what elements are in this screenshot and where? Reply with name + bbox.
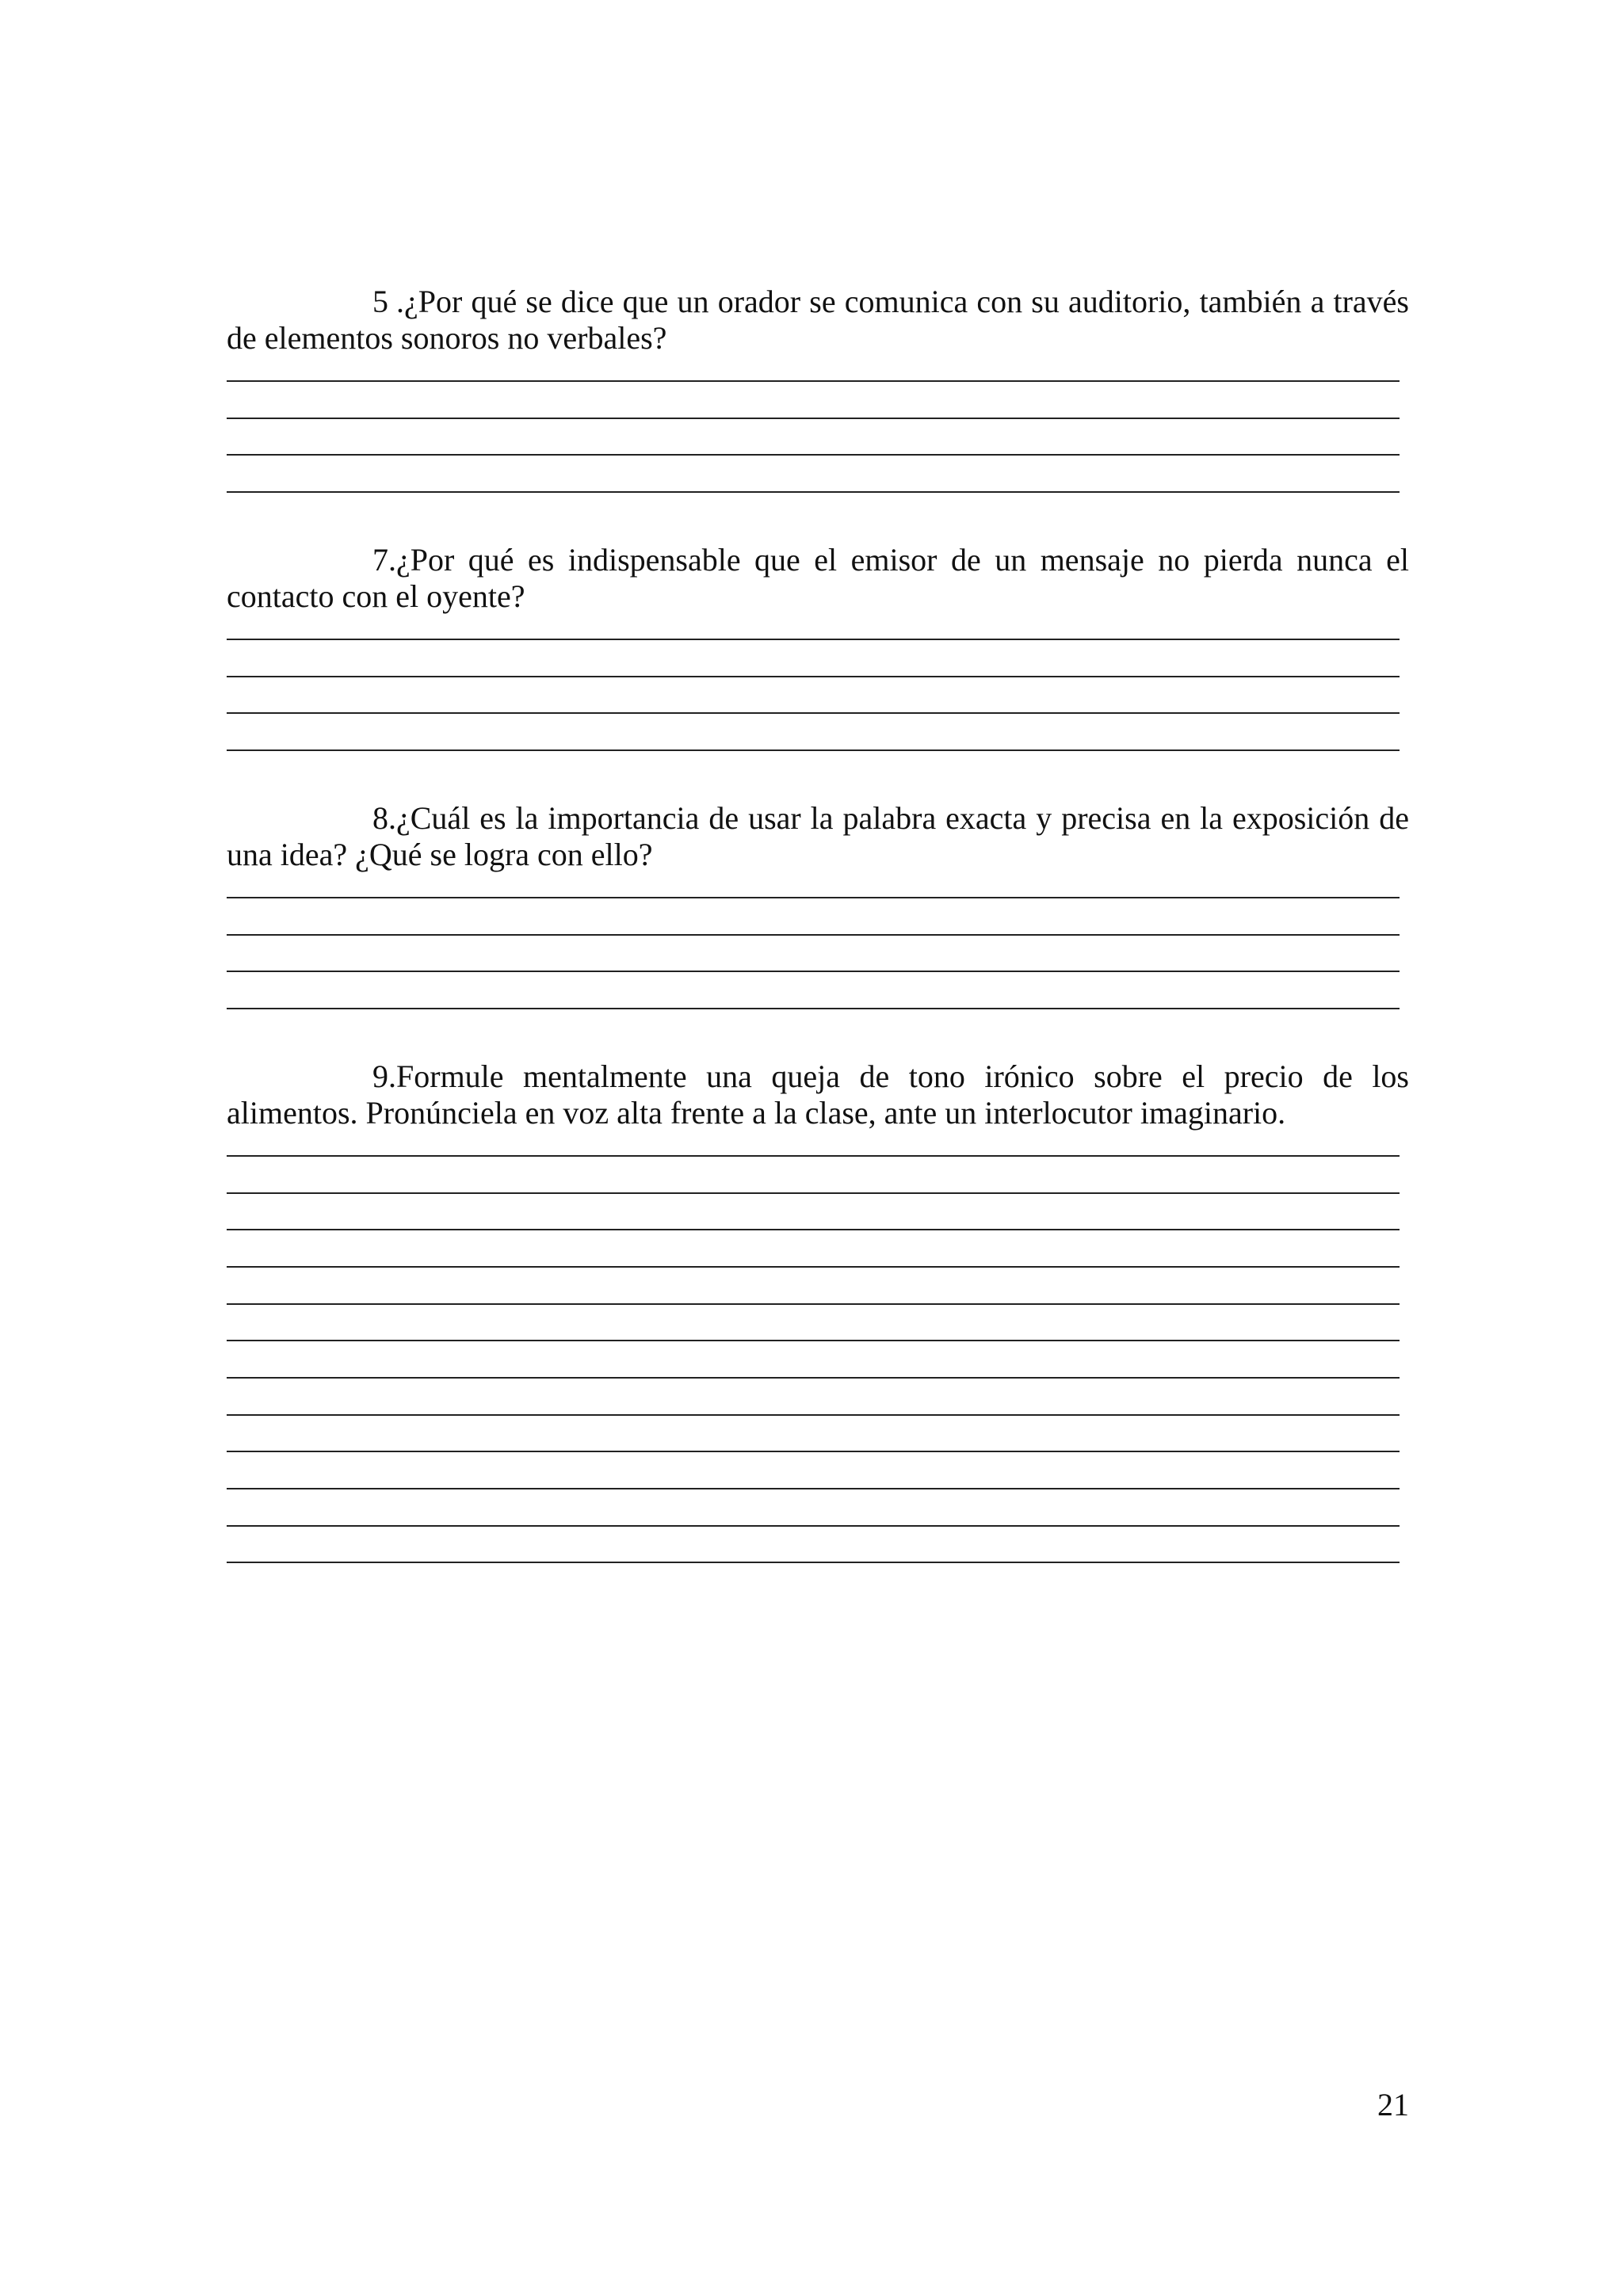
answer-line[interactable] — [227, 1266, 1400, 1268]
question-5-number: 5 . — [372, 284, 404, 319]
question-8 — [227, 800, 1409, 897]
question-7 — [227, 542, 1409, 639]
question-7-prompt: ¿Por qué es indispensable que el emisor de un mensaje no pierda nunca el contacto con el oyente? — [227, 542, 1409, 614]
question-8-prompt: ¿Cuál es la importancia de usar la palabra exacta y precisa en la exposición de una idea? ¿Qué se logra con ello? — [227, 800, 1409, 872]
answer-line[interactable] — [227, 380, 1400, 382]
question-9-number: 9. — [372, 1058, 396, 1094]
answer-line[interactable] — [227, 418, 1400, 419]
answer-line[interactable] — [227, 1192, 1400, 1194]
question-9-prompt: Formule mentalmente una queja de tono irónico sobre el precio de los alimentos. Pronúnciela en voz alta frente a la clase, ante un interlocutor imaginario. — [227, 1058, 1409, 1131]
answer-line[interactable] — [227, 712, 1400, 714]
page-number: 21 — [1377, 2087, 1409, 2122]
answer-line[interactable] — [227, 491, 1400, 493]
answer-line[interactable] — [227, 749, 1400, 751]
answer-line[interactable] — [227, 639, 1400, 640]
question-8-number: 8. — [372, 800, 396, 836]
question-8-text — [227, 800, 1409, 873]
answer-line[interactable] — [227, 1229, 1400, 1230]
question-9 — [227, 1058, 1409, 1155]
question-5-prompt: ¿Por qué se dice que un orador se comunica con su auditorio, también a través de elementos sonoros no verbales? — [227, 284, 1409, 356]
answer-line[interactable] — [227, 1303, 1400, 1305]
answer-line[interactable] — [227, 934, 1400, 936]
answer-line[interactable] — [227, 971, 1400, 972]
answer-line[interactable] — [227, 1562, 1400, 1563]
answer-line[interactable] — [227, 1414, 1400, 1416]
answer-line[interactable] — [227, 1377, 1400, 1379]
answer-line[interactable] — [227, 1008, 1400, 1009]
answer-line[interactable] — [227, 1155, 1400, 1157]
question-5-text — [227, 284, 1409, 357]
question-7-number: 7. — [372, 542, 396, 578]
answer-line[interactable] — [227, 1451, 1400, 1452]
answer-line[interactable] — [227, 1488, 1400, 1489]
answer-line[interactable] — [227, 1525, 1400, 1527]
answer-line[interactable] — [227, 1340, 1400, 1341]
answer-line[interactable] — [227, 454, 1400, 456]
question-5 — [227, 284, 1409, 380]
question-9-text — [227, 1058, 1409, 1131]
answer-line[interactable] — [227, 897, 1400, 898]
answer-line[interactable] — [227, 676, 1400, 677]
question-7-text — [227, 542, 1409, 615]
